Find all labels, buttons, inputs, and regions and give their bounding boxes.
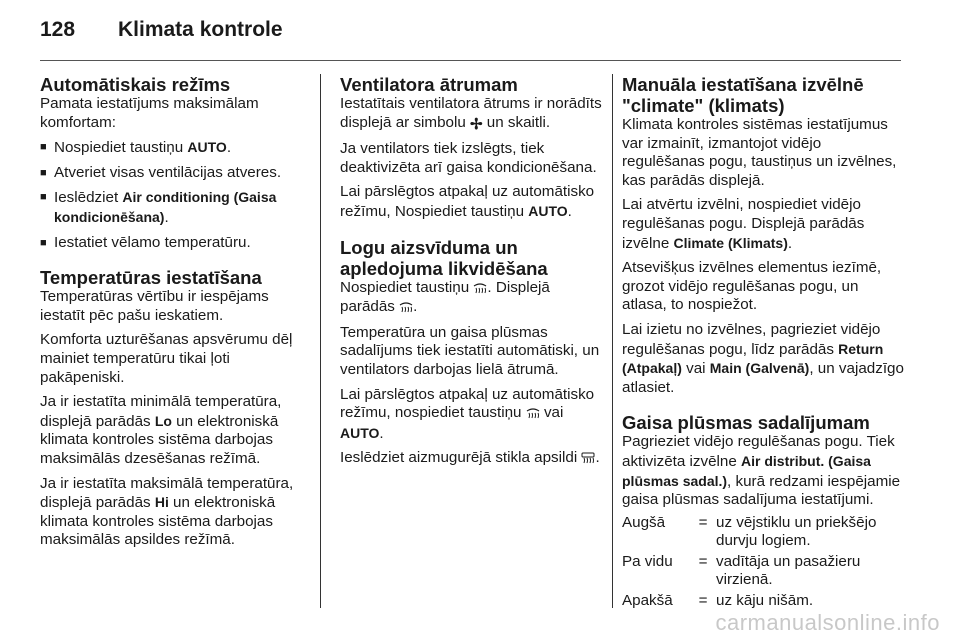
page-header	[40, 14, 920, 50]
list-item: ■ Iestatiet vēlamo temperatūru.	[40, 233, 251, 251]
defrost-heading: Logu aizsvīduma un apledojuma likvidēšana	[340, 236, 548, 279]
fan-icon: ✢	[470, 115, 483, 133]
paragraph: Pagrieziet vidējo regulēšanas pogu. Tiek aktivizēta izvēlne Air distribut. (Gaisa plūsmas sadal.), kurā redzami iespējamie gaisa plūsmas sadalījuma iestatījumi.	[622, 433, 901, 509]
watermark: carmanualsonline.info	[715, 610, 940, 635]
air-distribution-heading: Gaisa plūsmas sadalījumam	[622, 412, 870, 434]
column-2	[340, 74, 606, 475]
paragraph: Ja ir iestatīta minimālā temperatūra, displejā parādās Lo un elektroniskā klimata kontroles sistēma darbojas maksimālās dzesēšanas režīmā.	[40, 393, 282, 467]
paragraph: Ja ventilators tiek izslēgts, tiek deaktivizēta arī gaisa kondicionēšana.	[340, 140, 597, 176]
header-rule	[40, 60, 901, 61]
paragraph: Ja ir iestatīta maksimālā temperatūra, displejā parādās Hi un elektroniskā klimata kontroles sistēma darbojas maksimālās apsildes režīmā.	[40, 474, 294, 549]
windscreen-defrost-icon	[526, 405, 540, 424]
paragraph: Ieslēdziet aizmugurējā stikla apsildi .	[340, 449, 606, 469]
windscreen-defrost-icon	[473, 280, 487, 299]
paragraph: Lai atvērtu izvēlni, nospiediet vidējo regulēšanas pogu. Displejā parādās izvēlne Climate (Klimats).	[622, 196, 865, 252]
auto-mode-intro: Pamata iestatījums maksimālam komfortam:	[40, 95, 259, 131]
auto-mode-list	[40, 138, 312, 252]
paragraph: Klimata kontroles sistēmas iestatījumus var izmainīt, izmantojot vidējo regulēšanas pogu, taustiņus un izvēlnes, kas parādās displejā.	[622, 116, 897, 189]
paragraph: Temperatūras vērtību ir iespējams iestatīt pēc pašu ieskatiem.	[40, 288, 269, 324]
page-title: Klimata kontrole	[118, 18, 283, 41]
paragraph: Lai pārslēgtos atpakaļ uz automātisko režīmu, nospiediet taustiņu vai AUTO.	[340, 385, 595, 442]
air-distribution-table	[622, 514, 904, 613]
list-item: ■ Atveriet visas ventilācijas atveres.	[40, 163, 282, 181]
windscreen-defrost-icon	[399, 299, 413, 318]
bullet-icon: ■	[40, 236, 47, 249]
column-divider	[612, 74, 613, 608]
table-row: Apakšā = uz kāju nišām.	[622, 592, 814, 610]
bullet-icon: ■	[40, 166, 47, 179]
column-1	[40, 74, 312, 556]
bullet-icon: ■	[40, 141, 47, 154]
list-item: ■ Ieslēdziet Air conditioning (Gaisa kondicionēšana).	[40, 189, 277, 226]
table-row: Pa vidu = vadītāja un pasažieru virzienā.	[622, 552, 861, 589]
paragraph: Atsevišķus izvēlnes elementus iezīmē, grozot vidējo regulēšanas pogu, un atlasa, to nospiežot.	[622, 259, 882, 314]
list-item: ■ Nospiediet taustiņu AUTO.	[40, 139, 232, 157]
manual-menu-heading: Manuāla iestatīšana izvēlnē "climate" (klimats)	[622, 74, 864, 116]
column-divider	[320, 74, 321, 608]
table-row: Augšā = uz vējstiklu un priekšējo durvju logiem.	[622, 513, 877, 550]
fan-speed-heading: Ventilatora ātrumam	[340, 74, 518, 95]
paragraph: Iestatītais ventilatora ātrums ir norādīts displejā ar simbolu ✢ un skaitli.	[340, 95, 602, 133]
auto-mode-heading: Automātiskais režīms	[40, 74, 231, 95]
bullet-icon: ■	[40, 191, 47, 204]
paragraph: Lai izietu no izvēlnes, pagrieziet vidējo regulēšanas pogu, līdz parādās Return (Atpakaļ) vai Main (Galvenā), un vajadzīgo atlasiet.	[622, 320, 904, 396]
paragraph: Lai pārslēgtos atpakaļ uz automātisko režīmu, Nospiediet taustiņu AUTO.	[340, 183, 595, 220]
column-3	[622, 74, 904, 613]
rear-window-heating-icon	[581, 450, 595, 469]
paragraph: Temperatūra un gaisa plūsmas sadalījums tiek iestatīti automātiski, un ventilators darbojas lielā ātrumā.	[340, 323, 600, 378]
page-number: 128	[40, 18, 76, 41]
paragraph: Nospiediet taustiņu . Displejā parādās .	[340, 279, 606, 318]
paragraph: Komforta uzturēšanas apsvērumu dēļ mainiet temperatūru tikai ļoti pakāpeniski.	[40, 331, 293, 386]
temperature-heading: Temperatūras iestatīšana	[40, 267, 262, 289]
